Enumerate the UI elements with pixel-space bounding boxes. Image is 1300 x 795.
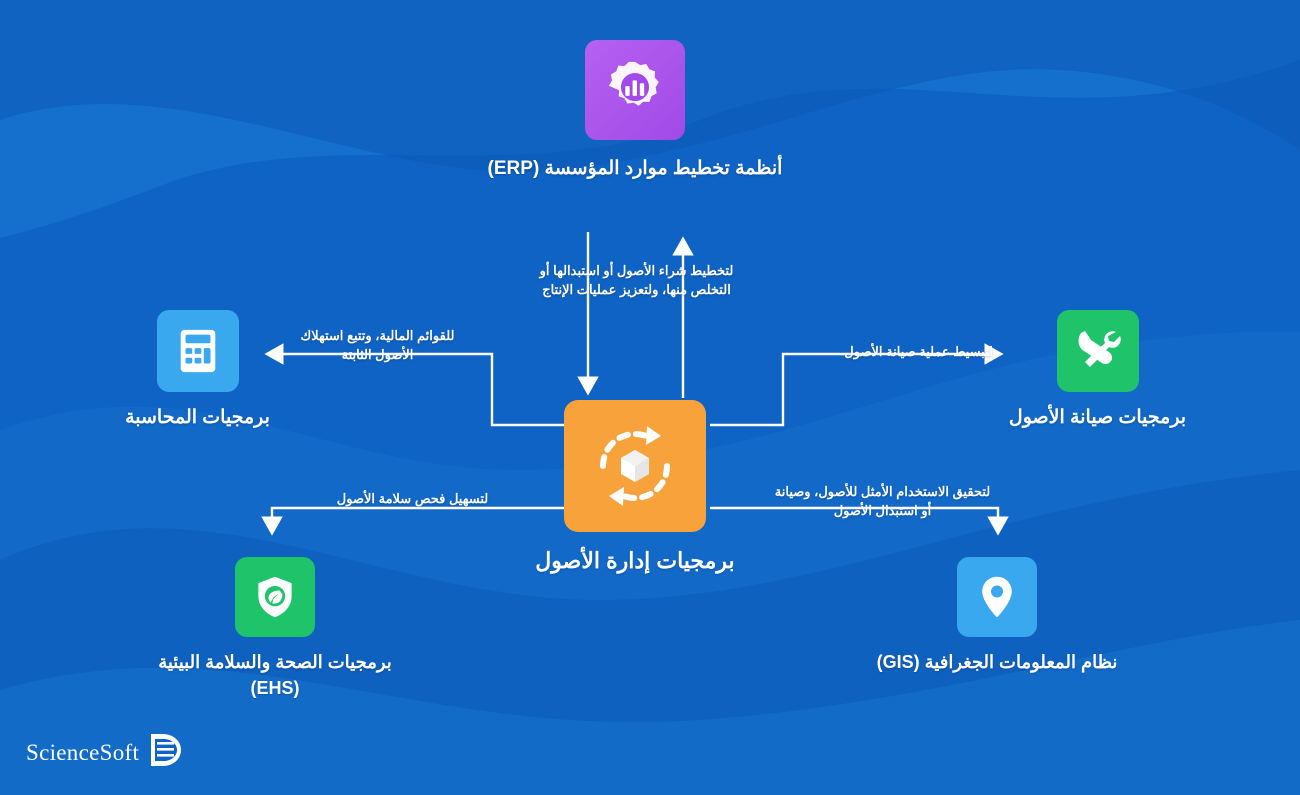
node-erp-label: أنظمة تخطيط موارد المؤسسة (ERP) bbox=[487, 158, 783, 179]
node-gis-label: نظام المعلومات الجغرافية (GIS) bbox=[876, 652, 1118, 672]
calculator-icon bbox=[157, 310, 239, 392]
map-pin-icon bbox=[957, 557, 1037, 637]
node-asset-management[interactable] bbox=[450, 400, 820, 577]
node-maintenance[interactable] bbox=[960, 310, 1235, 432]
shield-leaf-icon bbox=[235, 557, 315, 637]
edge-label-gis: لتحقيق الاستخدام الأمثل للأصول، وصيانة أو استبدال الأصول bbox=[774, 484, 991, 518]
node-accounting-label: برمجيات المحاسبة bbox=[125, 407, 270, 428]
asset-cycle-icon bbox=[564, 400, 706, 532]
edge-label-ehs: لتسهيل فحص سلامة الأصول bbox=[336, 491, 489, 506]
wrench-screwdriver-icon bbox=[1057, 310, 1139, 392]
sciencesoft-logo-icon bbox=[149, 732, 183, 773]
edge-label-erp: لتخطيط شراء الأصول أو استبدالها أو التخلص منها، ولتعزيز عمليات الإنتاج bbox=[539, 263, 734, 297]
node-ehs[interactable] bbox=[140, 557, 410, 701]
node-erp[interactable] bbox=[455, 40, 815, 183]
edge-label-maintenance: لتبسيط عملية صيانة الأصول bbox=[844, 344, 993, 359]
edge-label-accounting: للقوائم المالية، وتتبع استهلاك الأصول الثابتة bbox=[300, 328, 455, 362]
sciencesoft-logo[interactable] bbox=[26, 732, 183, 773]
gear-chart-icon bbox=[585, 40, 685, 140]
node-ehs-label: برمجيات الصحة والسلامة البيئية (EHS) bbox=[158, 652, 392, 698]
sciencesoft-logo-text: ScienceSoft bbox=[26, 739, 140, 765]
node-center-label: برمجيات إدارة الأصول bbox=[535, 548, 735, 573]
node-accounting[interactable] bbox=[60, 310, 335, 432]
node-gis[interactable] bbox=[862, 557, 1132, 676]
node-maintenance-label: برمجيات صيانة الأصول bbox=[1008, 407, 1187, 428]
